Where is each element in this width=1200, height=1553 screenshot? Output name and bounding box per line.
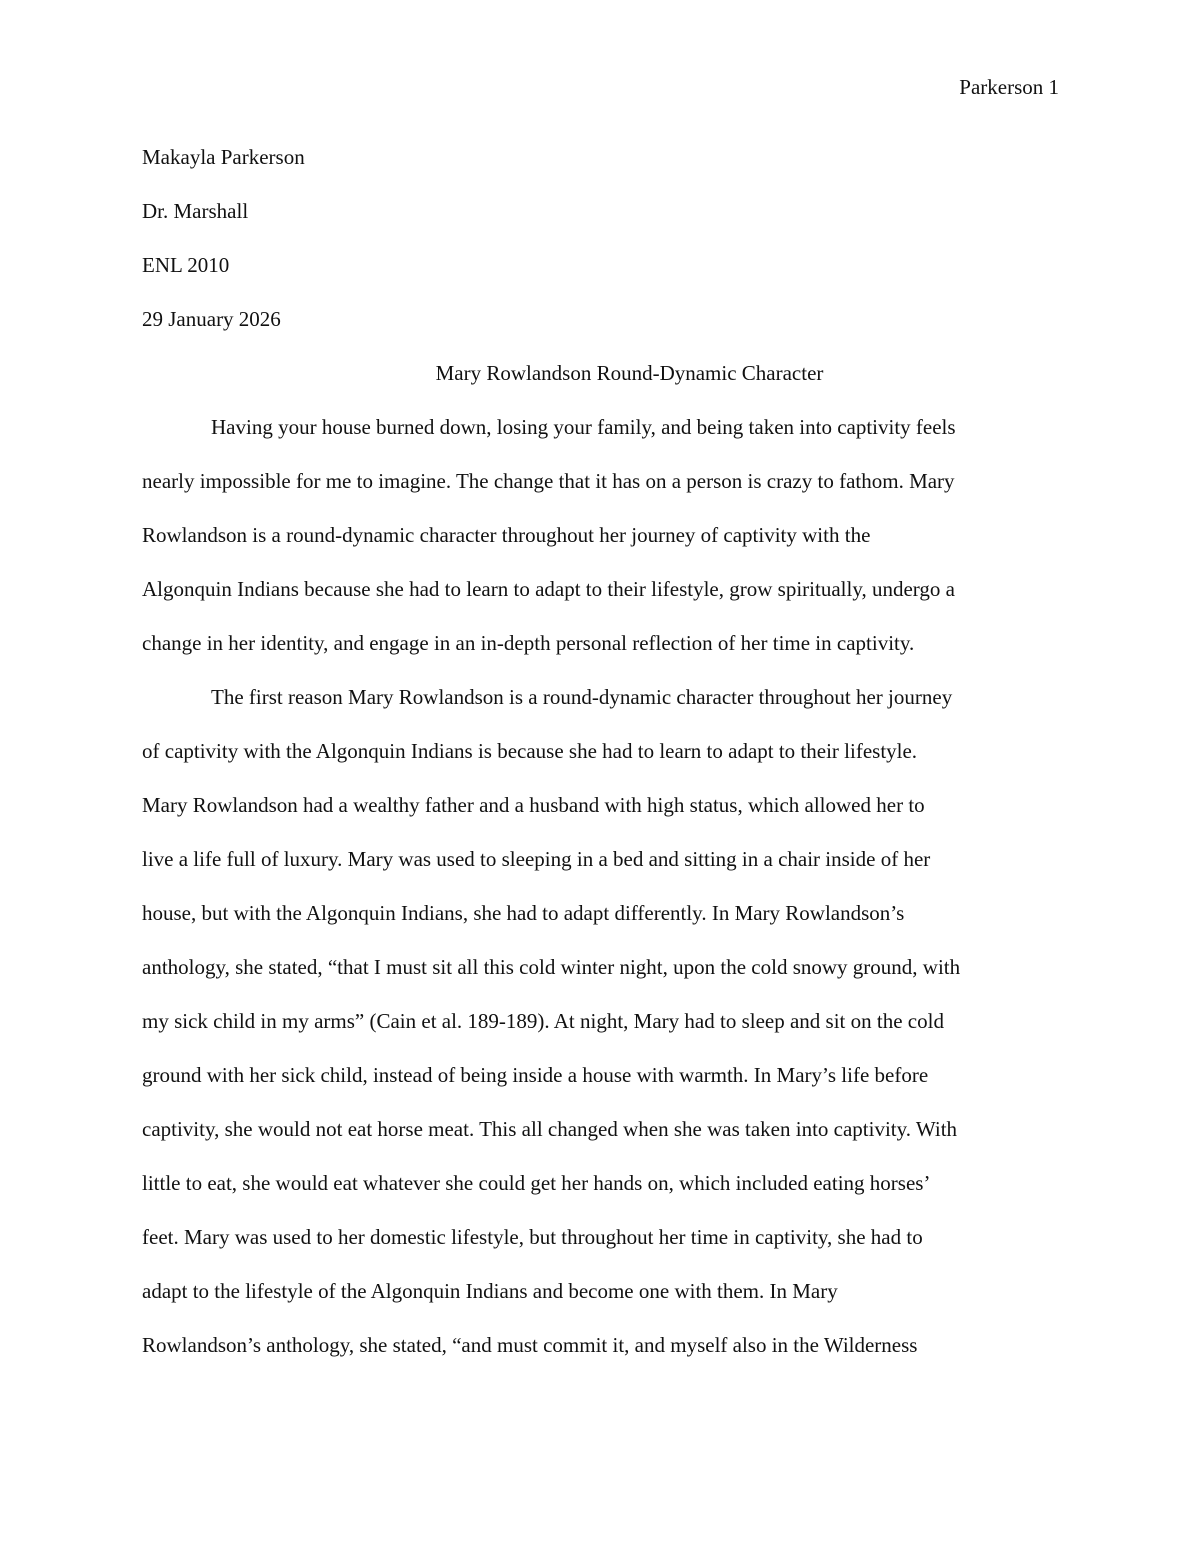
paragraph-line: my sick child in my arms” (Cain et al. 189-189). At night, Mary had to sleep and sit on the cold [142, 1009, 944, 1033]
student-name: Makayla Parkerson [142, 145, 305, 169]
document-title: Mary Rowlandson Round-Dynamic Character [435, 361, 824, 385]
paragraph-line: of captivity with the Algonquin Indians is because she had to learn to adapt to their lifestyle. [142, 739, 918, 763]
paragraph-line: ground with her sick child, instead of being inside a house with warmth. In Mary’s life before [142, 1063, 929, 1087]
paragraph-line: captivity, she would not eat horse meat. This all changed when she was taken into captivity. With [142, 1117, 958, 1141]
paragraph-line: change in her identity, and engage in an in-depth personal reflection of her time in captivity. [142, 631, 915, 655]
paragraph-line: Having your house burned down, losing your family, and being taken into captivity feels [211, 415, 956, 439]
paragraph-line: anthology, she stated, “that I must sit all this cold winter night, upon the cold snowy ground, with [142, 955, 961, 979]
instructor-name: Dr. Marshall [142, 199, 249, 223]
paragraph-line: adapt to the lifestyle of the Algonquin Indians and become one with them. In Mary [142, 1279, 838, 1303]
paragraph-line: Mary Rowlandson had a wealthy father and a husband with high status, which allowed her to [142, 793, 925, 817]
document-date: 29 January 2026 [142, 307, 281, 331]
paragraph-line: feet. Mary was used to her domestic lifestyle, but throughout her time in captivity, she had to [142, 1225, 923, 1249]
paragraph-line: Rowlandson is a round-dynamic character throughout her journey of captivity with the [142, 523, 871, 547]
paragraph-line: Algonquin Indians because she had to learn to adapt to their lifestyle, grow spiritually, undergo a [142, 577, 955, 601]
paragraph-line: nearly impossible for me to imagine. The change that it has on a person is crazy to fathom. Mary [142, 469, 955, 493]
course-name: ENL 2010 [142, 253, 230, 277]
paragraph-line: Rowlandson’s anthology, she stated, “and must commit it, and myself also in the Wilderness [142, 1333, 918, 1357]
paragraph-line: house, but with the Algonquin Indians, she had to adapt differently. In Mary Rowlandson’s [142, 901, 905, 925]
paragraph-line: live a life full of luxury. Mary was used to sleeping in a bed and sitting in a chair inside of her [142, 847, 931, 871]
paragraph-line: The first reason Mary Rowlandson is a round-dynamic character throughout her journey [211, 685, 953, 709]
running-head: Parkerson 1 [959, 75, 1059, 99]
paragraph-line: little to eat, she would eat whatever she could get her hands on, which included eating horses’ [142, 1171, 931, 1195]
